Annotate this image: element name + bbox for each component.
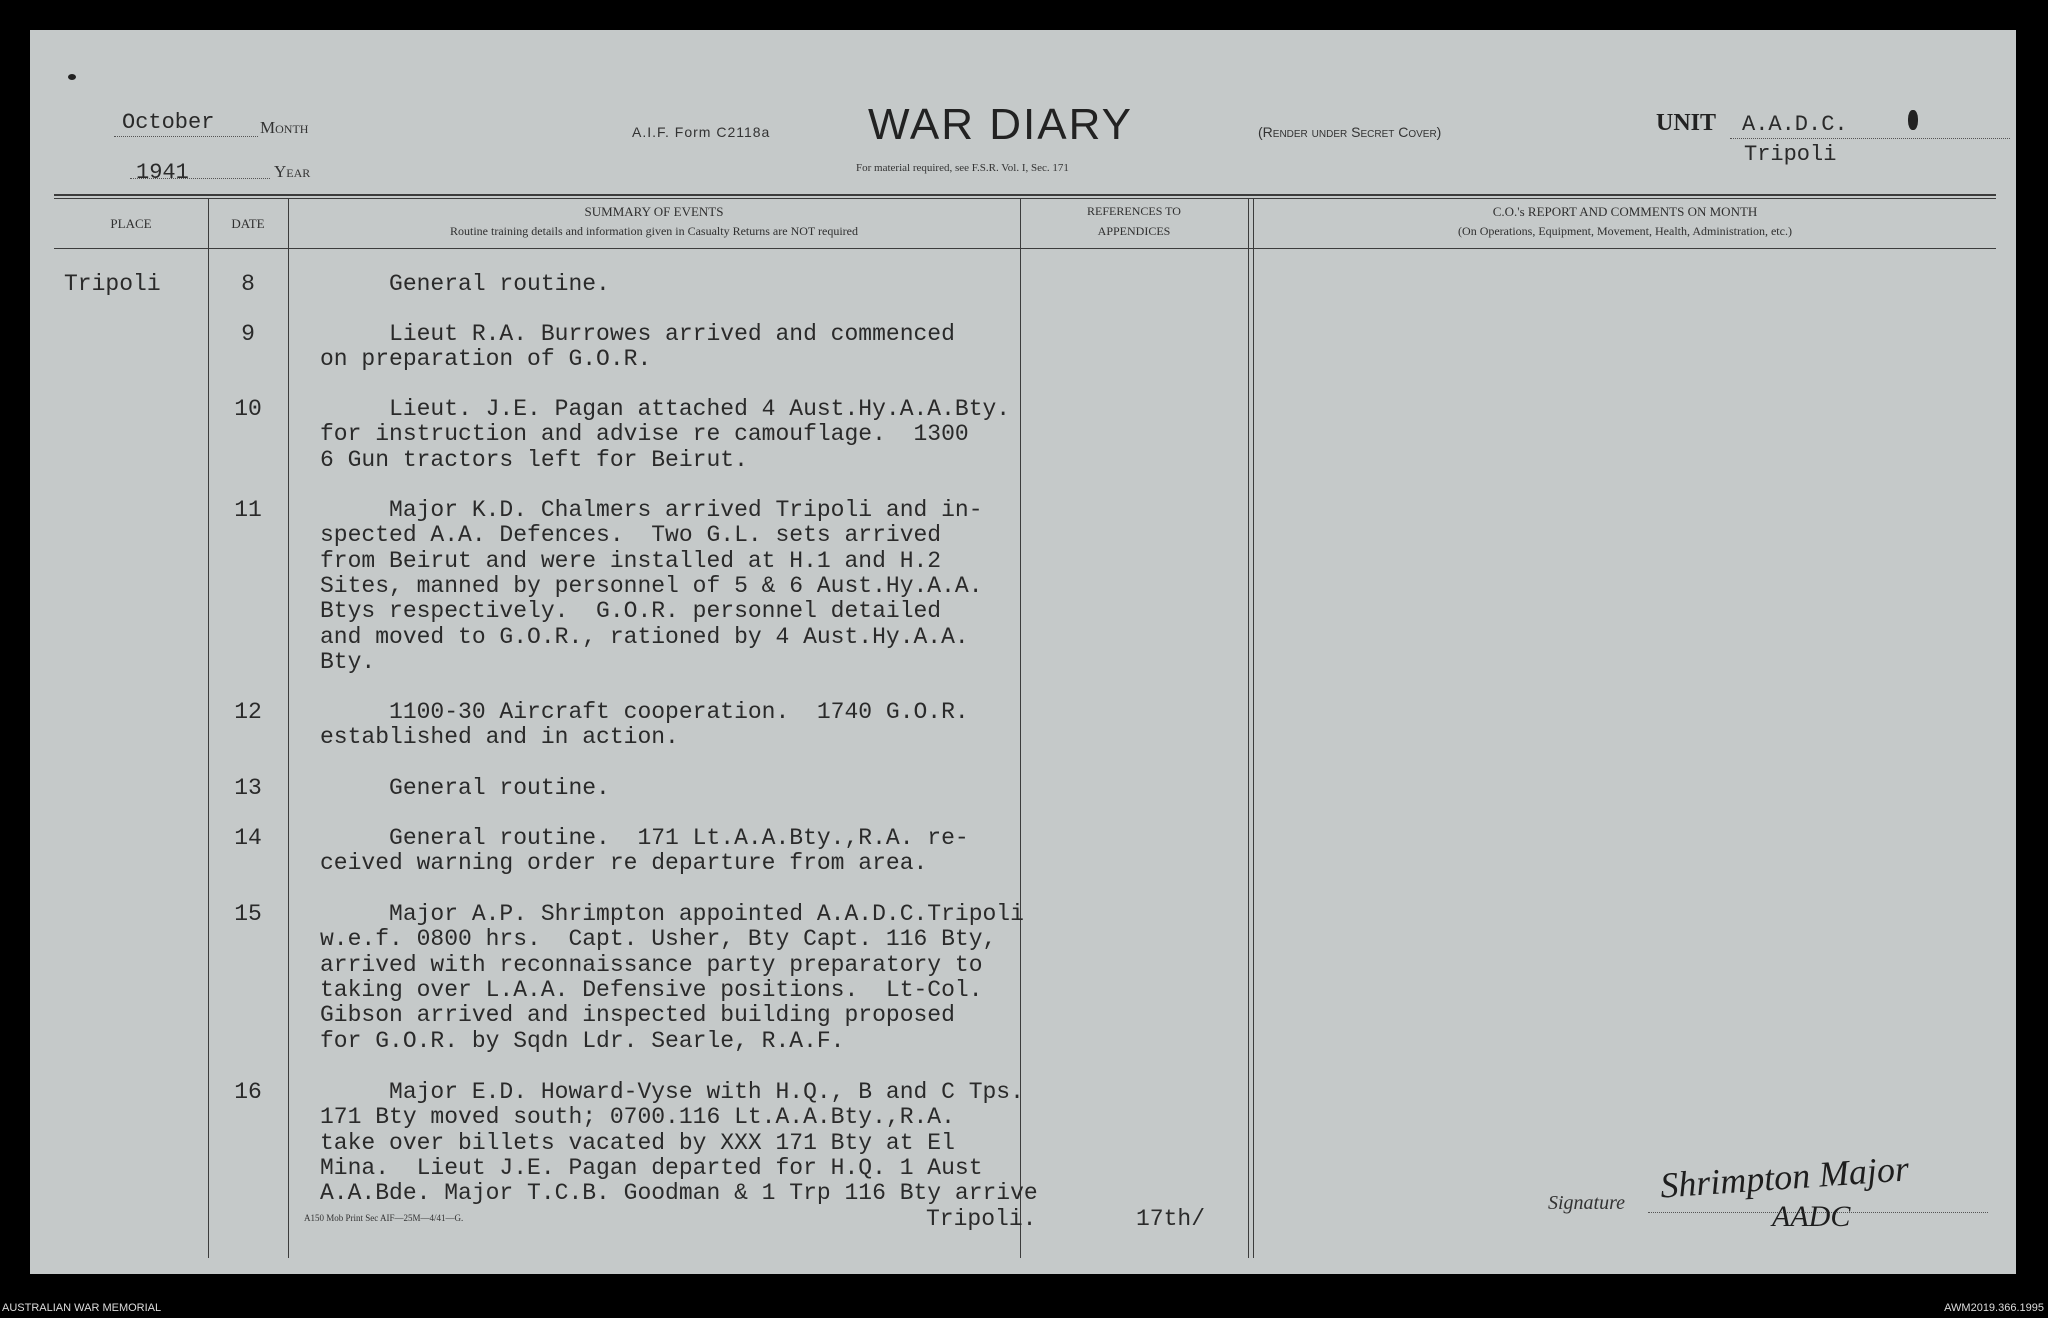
col-divider-references-double [1253, 198, 1254, 1258]
col-header-summary: SUMMARY OF EVENTS [584, 204, 724, 219]
header-rule-bottom [54, 248, 1996, 249]
entry-date: 14 [234, 825, 262, 851]
entry-line: and moved to G.O.R., rationed by 4 Aust.Hy.A.A. [320, 623, 969, 650]
entry-line: arrived with reconnaissance party preparatory to [320, 951, 983, 978]
year-label: Year [274, 162, 311, 181]
col-divider-date [288, 198, 289, 1258]
print-note: A150 Mob Print Sec AIF—25M—4/41—G. [304, 1213, 464, 1223]
col-header-references: REFERENCES TO [1087, 204, 1181, 218]
diary-page [30, 30, 2016, 1274]
unit-dotline [1730, 138, 2010, 139]
entry-date: 13 [234, 775, 262, 801]
entry-line: A.A.Bde. Major T.C.B. Goodman & 1 Trp 116 Bty arrive [320, 1180, 1038, 1207]
entry-line: Major E.D. Howard-Vyse with H.Q., B and C Tps. [320, 1079, 1024, 1105]
col-header-co-report: C.O.'s REPORT AND COMMENTS ON MONTH [1492, 204, 1758, 219]
entry-date: 11 [234, 497, 262, 523]
ink-speck [68, 74, 76, 80]
unit-label: UNIT [1656, 110, 1717, 136]
col-header-date: DATE [231, 216, 265, 231]
signature-handwritten: Shrimpton Major [1658, 1148, 1911, 1206]
entry-date: 12 [234, 699, 262, 725]
ink-speck [1908, 110, 1918, 130]
entry-line: ceived warning order re departure from area. [320, 850, 928, 877]
month-dotline [114, 136, 258, 137]
header-rule-top-inner [54, 198, 1996, 199]
month-label: Month [260, 118, 309, 137]
entry-line: established and in action. [320, 724, 679, 751]
entry-line: take over billets vacated by XXX 171 Bty at El [320, 1129, 955, 1156]
continuation-place: Tripoli. [926, 1206, 1037, 1232]
entry-line: 1100-30 Aircraft cooperation. 1740 G.O.R. [320, 699, 969, 725]
col-header-place: PLACE [110, 216, 152, 231]
entry-line: General routine. [320, 775, 610, 801]
continuation-next-page: 17th/ [1136, 1206, 1206, 1232]
entry-date: 15 [234, 901, 262, 927]
entry-date: 8 [241, 271, 255, 297]
entry-date: 9 [241, 321, 255, 347]
entry-date: 16 [234, 1079, 262, 1105]
entry-line: Major A.P. Shrimpton appointed A.A.D.C.Tripoli [320, 901, 1024, 927]
entry-line: Gibson arrived and inspected building proposed [320, 1002, 955, 1029]
entry-line: on preparation of G.O.R. [320, 346, 652, 373]
secret-note: (Render under Secret Cover) [1258, 124, 1442, 140]
entry-line: Lieut. J.E. Pagan attached 4 Aust.Hy.A.A.Bty. [320, 396, 1011, 422]
col-header-summary-sub: Routine training details and information given in Casualty Returns are NOT required [449, 224, 859, 238]
year-dotline [130, 178, 270, 179]
archive-footer-right: AWM2019.366.1995 [1944, 1302, 2044, 1314]
col-divider-references [1248, 198, 1249, 1258]
col-header-co-report-sub: (On Operations, Equipment, Movement, Health, Administration, etc.) [1458, 224, 1792, 238]
page-title: WAR DIARY [868, 100, 1133, 149]
col-header-appendices: APPENDICES [1097, 224, 1171, 238]
entry-line: Mina. Lieut J.E. Pagan departed for H.Q. 1 Aust [320, 1154, 983, 1181]
entry-date: 10 [234, 396, 262, 422]
place-value: Tripoli [64, 271, 161, 297]
entry-line: Sites, manned by personnel of 5 & 6 Aust.Hy.A.A. [320, 572, 983, 599]
page-subtitle: For material required, see F.S.R. Vol. I, Sec. 171 [856, 162, 1069, 174]
entry-line: spected A.A. Defences. Two G.L. sets arrived [320, 522, 942, 549]
archive-footer [0, 1300, 2048, 1318]
entry-line: for G.O.R. by Sqdn Ldr. Searle, R.A.F. [320, 1027, 845, 1054]
form-label: A.I.F. Form C2118a [632, 124, 771, 140]
entry-line: taking over L.A.A. Defensive positions. Lt-Col. [320, 976, 983, 1003]
entry-line: from Beirut and were installed at H.1 and H.2 [320, 547, 942, 574]
entry-line: General routine. 171 Lt.A.A.Bty.,R.A. re- [320, 825, 969, 851]
archive-footer-left: AUSTRALIAN WAR MEMORIAL [2, 1302, 162, 1314]
entry-line: for instruction and advise re camouflage. 1300 [320, 421, 969, 448]
entry-line: 171 Bty moved south; 0700.116 Lt.A.A.Bty.,R.A. [320, 1104, 955, 1131]
unit-value: A.A.D.C. [1742, 112, 1848, 137]
entry-line: Btys respectively. G.O.R. personnel detailed [320, 598, 942, 625]
entry-line: 6 Gun tractors left for Beirut. [320, 446, 748, 473]
entry-line: w.e.f. 0800 hrs. Capt. Usher, Bty Capt. 116 Bty, [320, 926, 997, 953]
entry-line: Lieut R.A. Burrowes arrived and commenced [320, 321, 955, 347]
unit-location: Tripoli [1744, 142, 1837, 167]
signature-label: Signature [1548, 1192, 1626, 1214]
entry-line: Bty. [320, 648, 376, 675]
entry-line: Major K.D. Chalmers arrived Tripoli and in- [320, 497, 983, 523]
header-rule-top [54, 194, 1996, 196]
year-value: 1941 [136, 160, 189, 185]
month-value: October [122, 110, 215, 135]
entry-line: General routine. [320, 271, 610, 297]
signature-handwritten-title: AADC [1772, 1200, 1851, 1233]
